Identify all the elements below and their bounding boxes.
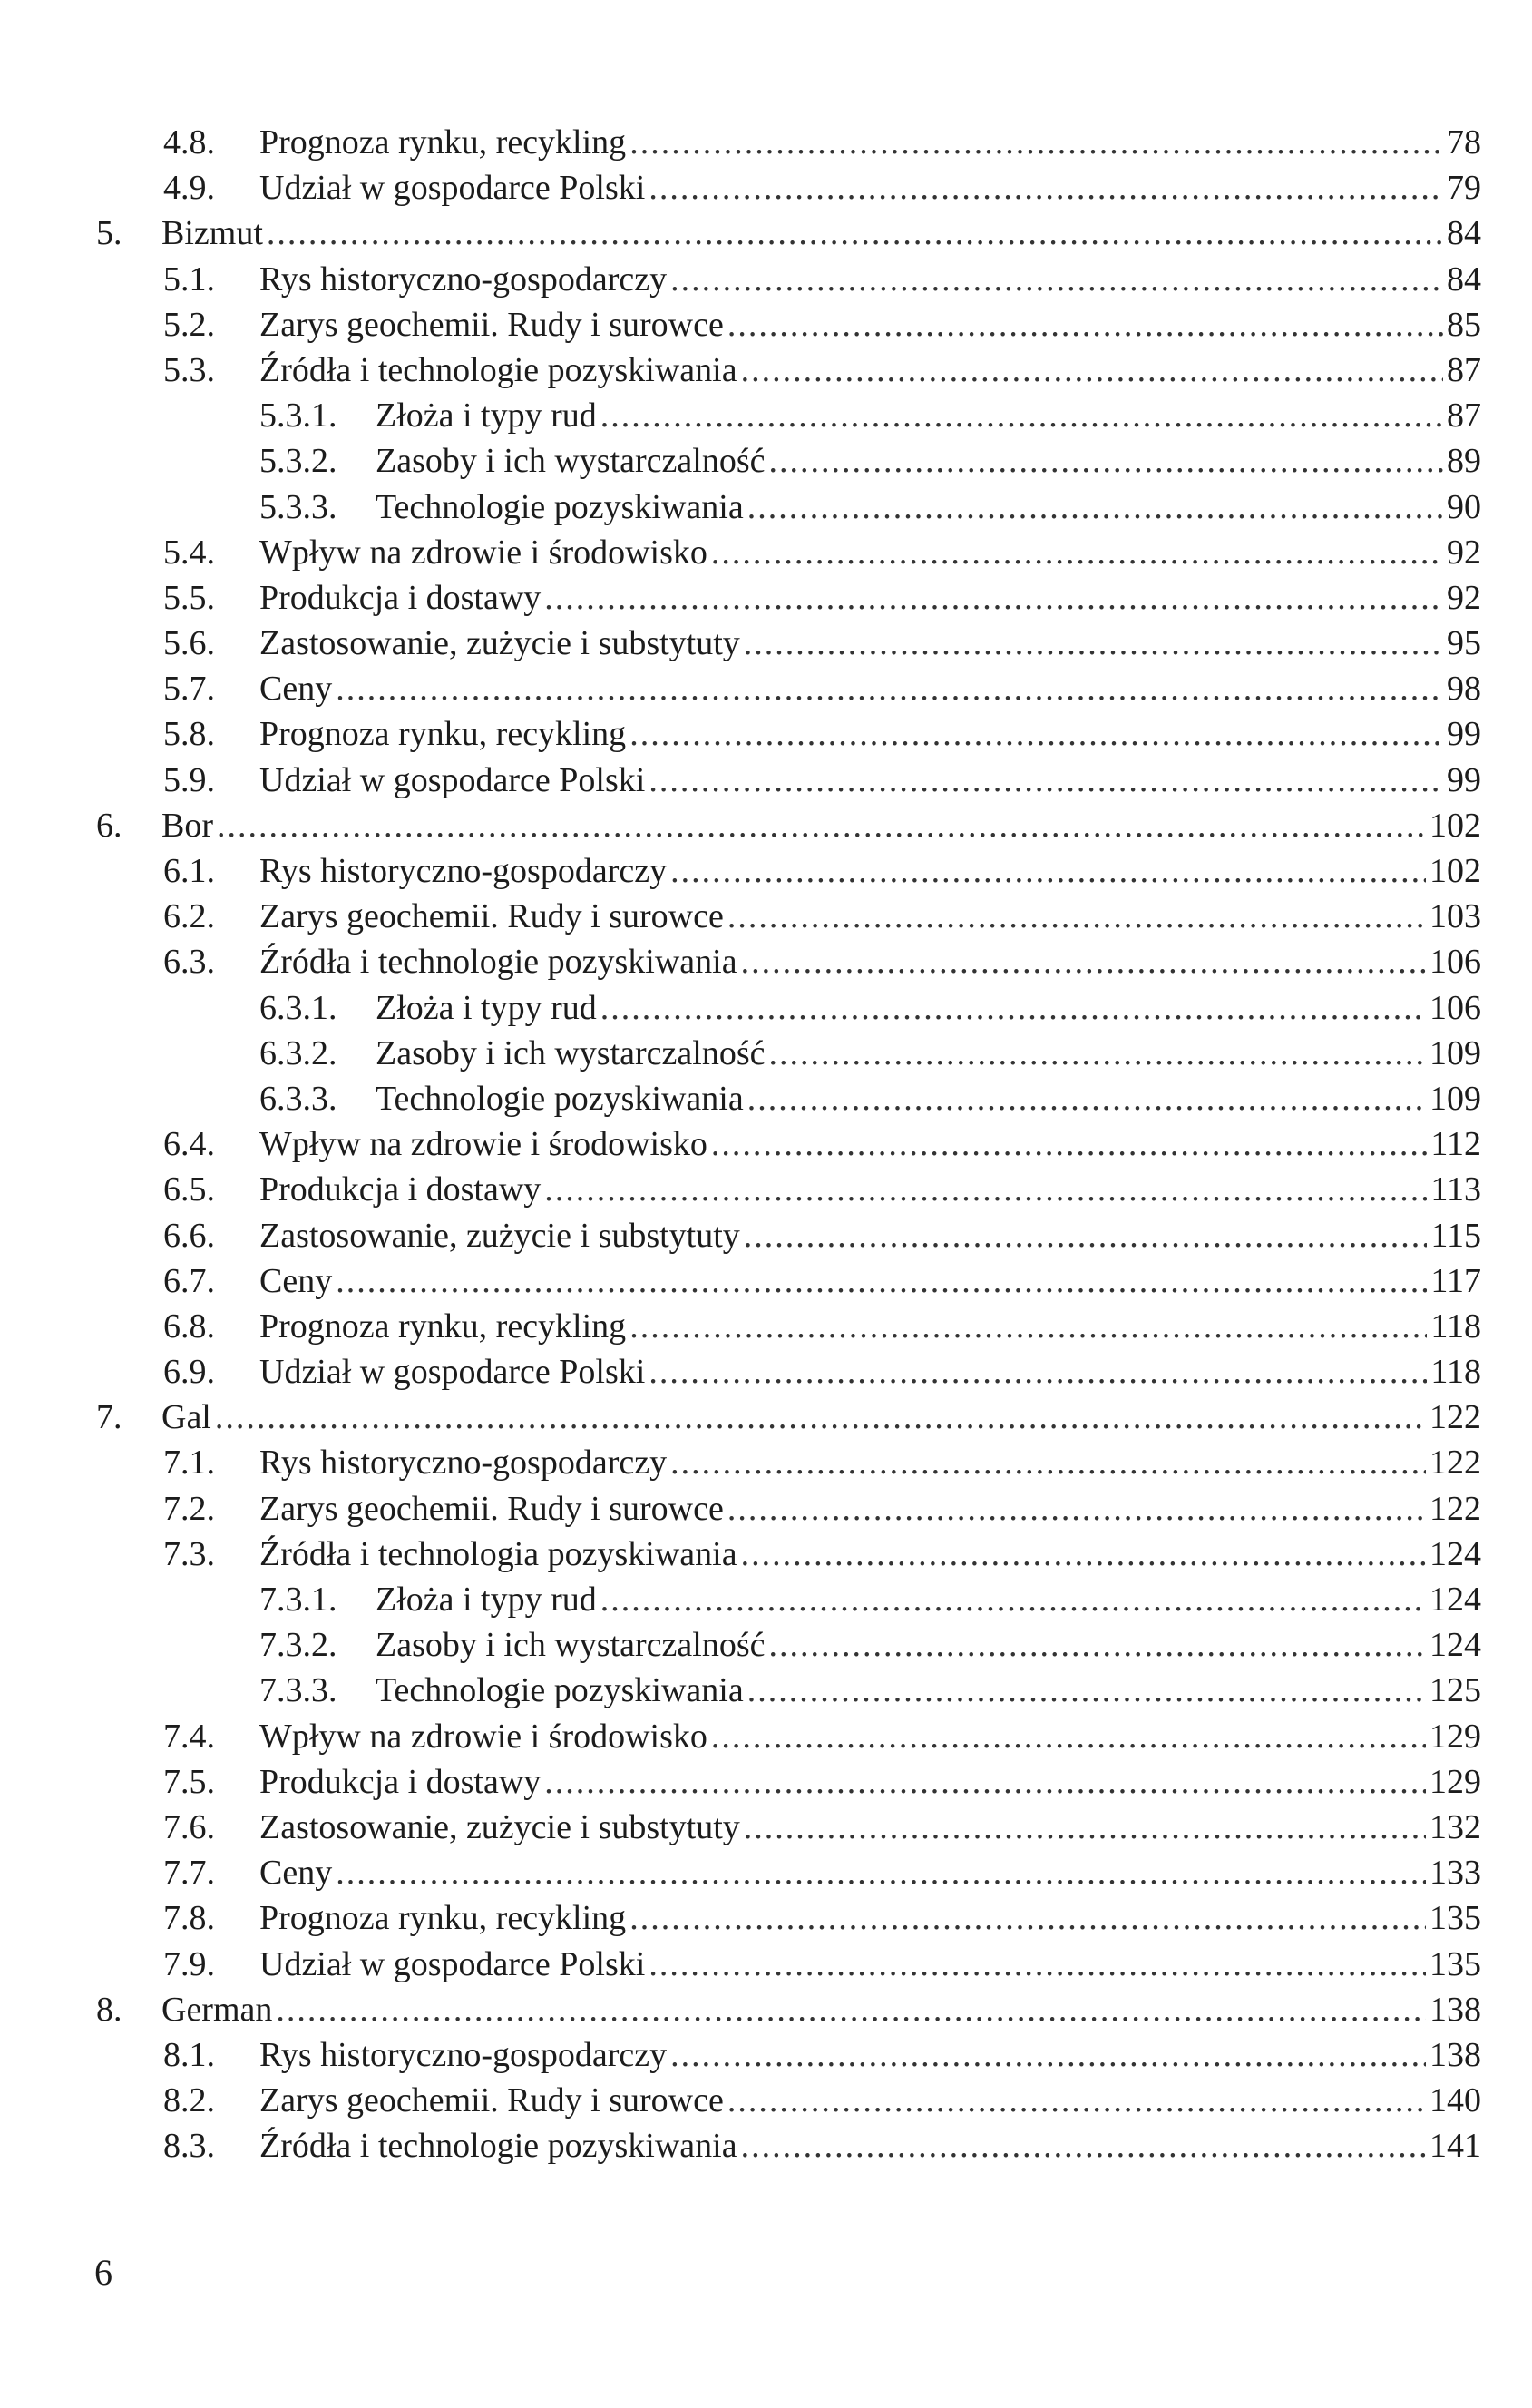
toc-entry-line [259,1895,1481,1941]
toc-entry-title: Rys historyczno-gospodarczy [259,1444,668,1483]
toc-entry-title: Zarys geochemii. Rudy i surowce [259,897,724,936]
toc-entry-number: 5.4. [163,533,215,572]
toc-entry-line [259,2078,1481,2123]
toc-entry [0,1349,1532,1395]
toc-entry-line [259,1532,1481,1577]
toc-entry [0,1258,1532,1304]
toc-entry-line [161,1395,1481,1440]
toc-entry [0,2078,1532,2123]
toc-entry [0,666,1532,711]
toc-entry-title: Zastosowanie, zużycie i substytuty [259,1807,740,1846]
toc-entry-line [259,165,1481,210]
toc-entry-title: Źródła i technologia pozyskiwania [259,1534,737,1573]
toc-entry-title: Zasoby i ich wystarczalność [376,442,766,481]
toc-entry-number: 5.7. [163,670,215,709]
toc-entry-number: 4.9. [163,169,215,208]
toc-entry-page: 99 [1447,760,1481,799]
toc-entry-page: 89 [1447,442,1481,481]
dot-leader [727,1486,1426,1532]
toc-entry-line [259,848,1481,894]
toc-entry-number: 7.4. [163,1717,215,1756]
toc-entry-line [259,347,1481,393]
toc-entry-title: Źródła i technologie pozyskiwania [259,2127,737,2166]
dot-leader [741,2123,1426,2168]
toc-entry-title: Rys historyczno-gospodarczy [259,852,668,890]
toc-entry [0,1895,1532,1941]
toc-entry-number: 5.3. [163,350,215,389]
toc-entry-page: 141 [1430,2127,1481,2166]
toc-entry-number: 6.3.1. [259,988,337,1027]
toc-entry [0,485,1532,530]
toc-entry-title: Złoża i typy rud [376,1581,597,1619]
toc-entry-line [259,120,1481,165]
dot-leader [544,1759,1426,1805]
dot-leader [744,1213,1428,1258]
toc-entry [0,1213,1532,1258]
dot-leader [727,302,1443,347]
toc-entry-line [259,1167,1481,1212]
toc-entry-page: 125 [1430,1671,1481,1710]
toc-entry [0,1987,1532,2032]
dot-leader [217,803,1426,848]
toc-entry [0,302,1532,347]
toc-entry [0,2032,1532,2078]
toc-entry-number: 6. [96,806,122,845]
dot-leader [747,1668,1426,1713]
toc-entry-line [259,575,1481,621]
toc-entry-line [259,1714,1481,1759]
toc-entry-number: 6.6. [163,1216,215,1255]
toc-entry [0,1440,1532,1485]
toc-entry-line [376,1076,1481,1121]
toc-entry-line [376,1577,1481,1622]
dot-leader [744,621,1443,666]
toc-entry [0,848,1532,894]
dot-leader [741,1532,1426,1577]
toc-entry-page: 124 [1430,1626,1481,1665]
dot-leader [670,1440,1426,1485]
toc-entry [0,894,1532,939]
toc-entry-title: Prognoza rynku, recykling [259,715,627,754]
toc-entry-line [259,1349,1481,1395]
toc-entry [0,985,1532,1031]
dot-leader [276,1987,1426,2032]
toc-entry-number: 5.1. [163,259,215,299]
toc-entry-title: Złoża i typy rud [376,396,597,436]
toc-entry [0,1304,1532,1349]
toc-entry-line [259,894,1481,939]
toc-entry-number: 5.8. [163,715,215,754]
toc-entry-line [259,2032,1481,2078]
toc-entry [0,1850,1532,1895]
toc-entry-number: 8.1. [163,2035,215,2074]
toc-entry-page: 87 [1447,350,1481,389]
toc-entry-line [259,302,1481,347]
toc-entry-page: 109 [1430,1079,1481,1118]
toc-entry-number: 6.3. [163,943,215,982]
toc-entry-page: 98 [1447,670,1481,709]
toc-entry-page: 118 [1430,1353,1481,1392]
toc-entry-title: Zastosowanie, zużycie i substytuty [259,624,740,663]
dot-leader [600,393,1443,438]
dot-leader [670,848,1426,894]
toc-entry-title: Wpływ na zdrowie i środowisko [259,1717,707,1756]
toc-entry-number: 7.3.2. [259,1626,337,1665]
toc-entry-line [259,1486,1481,1532]
toc-entry-title: Zasoby i ich wystarczalność [376,1626,766,1665]
toc-entry [0,803,1532,848]
toc-entry-page: 84 [1447,214,1481,253]
toc-entry-title: Udział w gospodarce Polski [259,1353,646,1392]
toc-entry-title: Źródła i technologie pozyskiwania [259,943,737,982]
dot-leader [629,1895,1426,1941]
toc-entry-line [376,1668,1481,1713]
toc-entry-number: 5. [96,214,122,253]
toc-entry-number: 7.7. [163,1854,215,1893]
toc-entry-page: 124 [1430,1581,1481,1619]
toc-entry [0,1031,1532,1076]
dot-leader [727,894,1426,939]
toc-entry-title: Rys historyczno-gospodarczy [259,259,668,299]
toc-entry-number: 7.2. [163,1489,215,1528]
dot-leader [747,1076,1426,1121]
toc-entry-number: 5.9. [163,760,215,799]
toc-entry-page: 124 [1430,1534,1481,1573]
toc-entry-line [259,530,1481,575]
toc-entry-page: 135 [1430,1899,1481,1938]
toc-entry-number: 7.9. [163,1944,215,1983]
toc-entry-line [376,1031,1481,1076]
dot-leader [747,485,1443,530]
toc-entry-title: Ceny [259,1261,333,1300]
toc-entry [0,1759,1532,1805]
toc-entry-line [259,1805,1481,1850]
toc-entry-number: 5.3.3. [259,487,337,526]
toc-entry-page: 138 [1430,2035,1481,2074]
toc-entry-title: Zastosowanie, zużycie i substytuty [259,1216,740,1255]
toc-entry-number: 7.3. [163,1534,215,1573]
toc-entry-page: 103 [1430,897,1481,936]
toc-entry [0,621,1532,666]
toc-entry-page: 102 [1430,806,1481,845]
toc-entry-page: 95 [1447,624,1481,663]
toc-entry [0,758,1532,803]
toc-entry-page: 112 [1430,1125,1481,1164]
toc-entry-number: 6.5. [163,1170,215,1209]
toc-entry-page: 92 [1447,533,1481,572]
dot-leader [670,2032,1426,2078]
toc-entry-number: 6.8. [163,1307,215,1346]
toc-entry-number: 5.5. [163,578,215,617]
toc-entry [0,1486,1532,1532]
page-number: 6 [94,2252,112,2293]
toc-entry-line [259,1121,1481,1167]
toc-entry-page: 113 [1430,1170,1481,1209]
dot-leader [649,1942,1426,1987]
toc-entry-line [259,1850,1481,1895]
toc-entry-line [259,758,1481,803]
dot-leader [768,438,1443,484]
toc-entry-page: 122 [1430,1398,1481,1437]
toc-entry-number: 7.1. [163,1444,215,1483]
toc-entry-page: 140 [1430,2081,1481,2120]
dot-leader [744,1805,1426,1850]
toc-entry [0,1076,1532,1121]
toc-entry [0,438,1532,484]
toc-entry-number: 8. [96,1990,122,2029]
toc-entry-title: Złoża i typy rud [376,988,597,1027]
toc-entry-title: Gal [161,1398,211,1437]
toc-entry [0,120,1532,165]
toc-entry-number: 7.3.3. [259,1671,337,1710]
dot-leader [600,1577,1426,1622]
toc-entry-title: Udział w gospodarce Polski [259,760,646,799]
toc-entry-page: 118 [1430,1307,1481,1346]
toc-entry-line [259,711,1481,757]
toc-entry-line [161,1987,1481,2032]
toc-entry-page: 129 [1430,1717,1481,1756]
toc-entry [0,1532,1532,1577]
toc-entry [0,1121,1532,1167]
toc-entry-number: 5.6. [163,624,215,663]
toc-entry-page: 85 [1447,305,1481,344]
toc-entry-title: Technologie pozyskiwania [376,1079,744,1118]
dot-leader [711,530,1443,575]
dot-leader [670,257,1443,302]
toc-entry [0,2123,1532,2168]
toc-entry-number: 7. [96,1398,122,1437]
dot-leader [711,1714,1426,1759]
toc-entry [0,393,1532,438]
toc-entry-number: 6.3.2. [259,1033,337,1072]
toc-entry-number: 6.3.3. [259,1079,337,1118]
toc-entry-title: Prognoza rynku, recykling [259,1899,627,1938]
toc-entry-number: 6.9. [163,1353,215,1392]
toc-entry-title: Produkcja i dostawy [259,1170,542,1209]
toc-entry-title: German [161,1990,273,2029]
toc-entry [0,530,1532,575]
toc-entry-line [161,803,1481,848]
dot-leader [544,1167,1427,1212]
toc-entry-line [259,1304,1481,1349]
toc-entry [0,165,1532,210]
toc-entry-number: 8.2. [163,2081,215,2120]
toc-entry-number: 6.7. [163,1261,215,1300]
toc-entry-line [376,393,1481,438]
toc-entry [0,347,1532,393]
toc-entry-line [376,438,1481,484]
toc-entry-number: 7.5. [163,1762,215,1801]
toc-entry-page: 106 [1430,988,1481,1027]
toc-entry-title: Udział w gospodarce Polski [259,169,646,208]
toc-entry [0,711,1532,757]
toc-entry [0,1395,1532,1440]
dot-leader [544,575,1443,621]
toc-entry-line [259,1258,1481,1304]
toc-entry-page: 92 [1447,578,1481,617]
toc-entry-line [259,621,1481,666]
toc-entry [0,575,1532,621]
toc-entry-page: 115 [1430,1216,1481,1255]
toc-entry-title: Bor [161,806,213,845]
dot-leader [267,210,1443,256]
dot-leader [727,2078,1426,2123]
toc-entry [0,1714,1532,1759]
toc-entry-title: Ceny [259,670,333,709]
toc-entry-number: 7.6. [163,1807,215,1846]
toc-entry-line [259,2123,1481,2168]
toc-entry [0,1668,1532,1713]
dot-leader [649,758,1443,803]
toc-entry [0,939,1532,984]
toc-entry-line [259,1942,1481,1987]
toc-entry-page: 79 [1447,169,1481,208]
toc-entry-title: Ceny [259,1854,333,1893]
dot-leader [741,347,1443,393]
toc-entry-line [259,1759,1481,1805]
toc-entry-line [376,985,1481,1031]
toc-entry-number: 5.3.2. [259,442,337,481]
toc-entry-page: 106 [1430,943,1481,982]
dot-leader [629,711,1443,757]
toc-entry-line [259,939,1481,984]
toc-entry-page: 87 [1447,396,1481,436]
toc-entry-page: 138 [1430,1990,1481,2029]
toc-entry-line [259,257,1481,302]
toc-entry-number: 7.3.1. [259,1581,337,1619]
toc-entry-page: 133 [1430,1854,1481,1893]
toc-entry-line [259,1440,1481,1485]
toc-entry [0,1577,1532,1622]
toc-entry-line [161,210,1481,256]
dot-leader [336,666,1443,711]
dot-leader [741,939,1426,984]
toc-entry-page: 122 [1430,1444,1481,1483]
dot-leader [649,1349,1427,1395]
toc-entry-page: 99 [1447,715,1481,754]
toc-entry-number: 5.3.1. [259,396,337,436]
toc-entry-number: 6.2. [163,897,215,936]
toc-entry [0,1942,1532,1987]
toc-entry-page: 90 [1447,487,1481,526]
toc-entry-page: 117 [1430,1261,1481,1300]
dot-leader [336,1850,1426,1895]
toc-entry-line [259,666,1481,711]
toc-entry [0,1805,1532,1850]
toc-entry-page: 135 [1430,1944,1481,1983]
dot-leader [629,1304,1427,1349]
dot-leader [215,1395,1426,1440]
toc-entry-page: 78 [1447,123,1481,162]
dot-leader [600,985,1426,1031]
toc-entry-page: 109 [1430,1033,1481,1072]
toc-entry [0,257,1532,302]
dot-leader [768,1622,1426,1668]
toc-entry-line [376,485,1481,530]
dot-leader [629,120,1443,165]
dot-leader [768,1031,1426,1076]
toc-entry-title: Zasoby i ich wystarczalność [376,1033,766,1072]
dot-leader [711,1121,1427,1167]
dot-leader [336,1258,1427,1304]
toc-entry-title: Technologie pozyskiwania [376,1671,744,1710]
toc-entry-number: 7.8. [163,1899,215,1938]
toc-entry-page: 122 [1430,1489,1481,1528]
toc-entry-number: 8.3. [163,2127,215,2166]
toc-entry-title: Technologie pozyskiwania [376,487,744,526]
toc-entry-title: Wpływ na zdrowie i środowisko [259,533,707,572]
toc-entry-page: 129 [1430,1762,1481,1801]
toc-entry-line [376,1622,1481,1668]
toc-entry-title: Zarys geochemii. Rudy i surowce [259,2081,724,2120]
toc-entry-line [259,1213,1481,1258]
toc-entry-page: 102 [1430,852,1481,890]
toc-entry-number: 4.8. [163,123,215,162]
toc-entry-title: Zarys geochemii. Rudy i surowce [259,305,724,344]
toc-entry-title: Wpływ na zdrowie i środowisko [259,1125,707,1164]
toc-entry-title: Udział w gospodarce Polski [259,1944,646,1983]
dot-leader [649,165,1443,210]
toc-entry [0,1622,1532,1668]
toc-entry [0,1167,1532,1212]
toc-entry-title: Prognoza rynku, recykling [259,1307,627,1346]
toc-entry-title: Rys historyczno-gospodarczy [259,2035,668,2074]
toc-entry-number: 6.1. [163,852,215,890]
toc-entry-title: Bizmut [161,214,263,253]
toc-entry-page: 132 [1430,1807,1481,1846]
toc-entry-number: 6.4. [163,1125,215,1164]
toc-entry [0,210,1532,256]
toc-entry-number: 5.2. [163,305,215,344]
toc-entry-title: Produkcja i dostawy [259,1762,542,1801]
toc-entry-title: Źródła i technologie pozyskiwania [259,350,737,389]
toc-entry-title: Zarys geochemii. Rudy i surowce [259,1489,724,1528]
toc-entry-page: 84 [1447,259,1481,299]
toc-entry-title: Produkcja i dostawy [259,578,542,617]
table-of-contents [0,120,1532,2168]
toc-entry-title: Prognoza rynku, recykling [259,123,627,162]
